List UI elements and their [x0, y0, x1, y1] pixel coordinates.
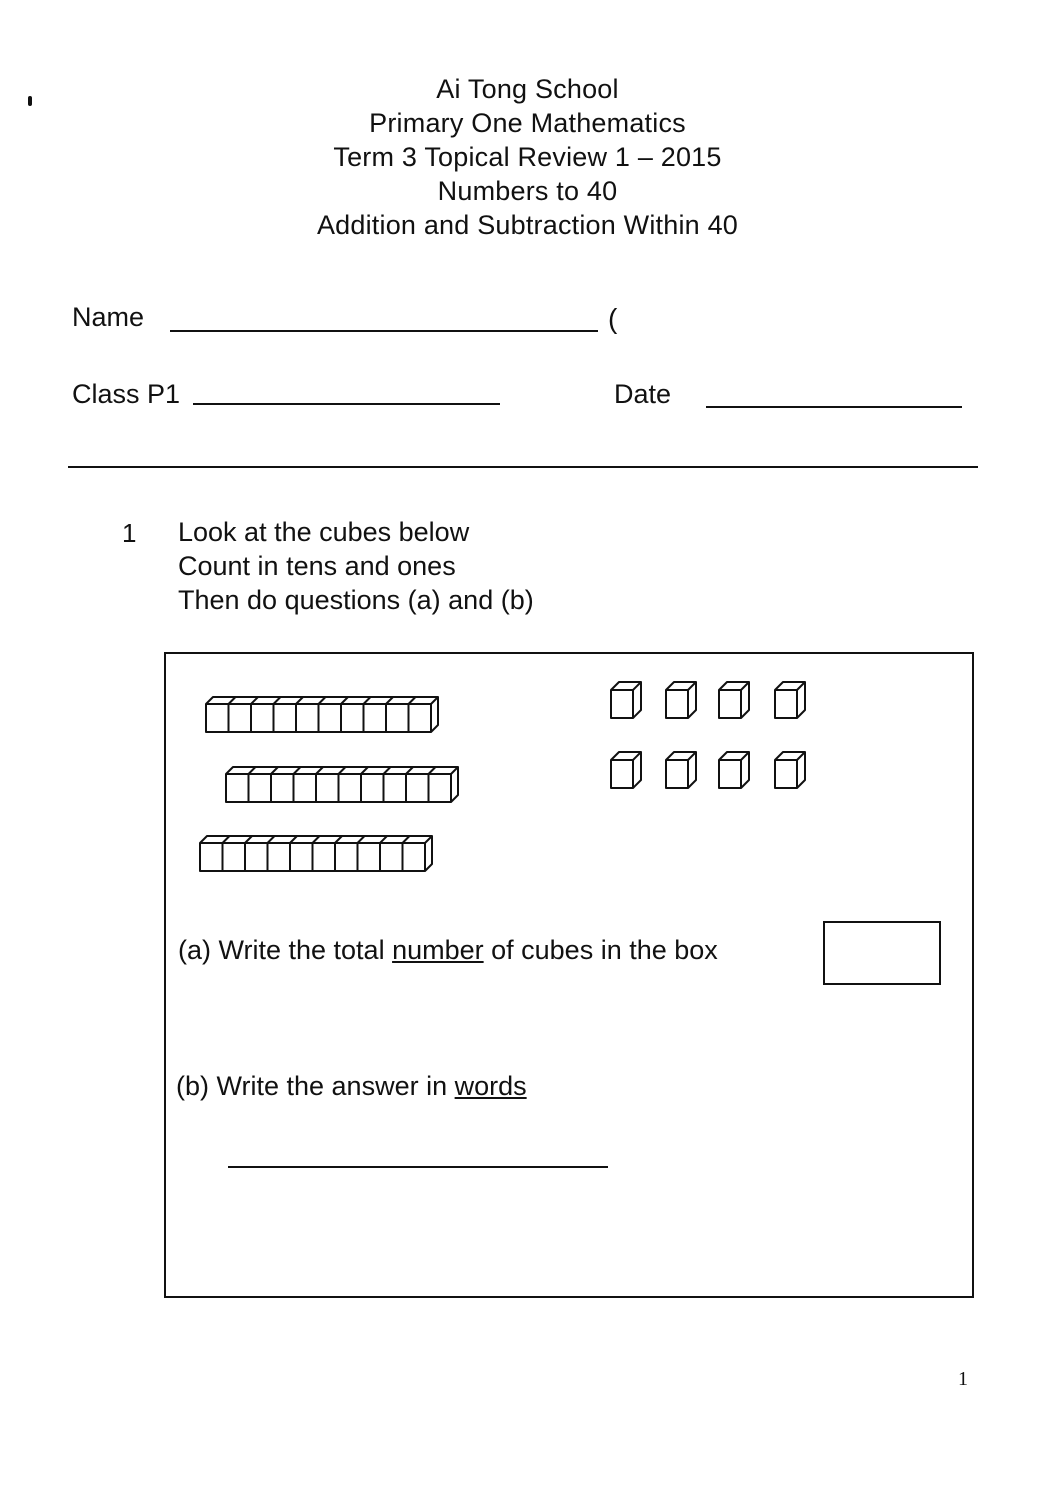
name-label: Name: [72, 302, 145, 332]
ten-rod: [226, 767, 458, 802]
part-a-prefix: (a) Write the total: [178, 935, 393, 965]
class-label: Class P1: [72, 379, 181, 409]
subject-title: Primary One Mathematics: [369, 108, 686, 138]
single-cube: [719, 682, 749, 718]
part-b-text: [176, 1070, 527, 1102]
instruction-line-3: Then do questions (a) and (b): [178, 585, 534, 615]
index-paren: (: [608, 303, 618, 334]
part-a-text: [178, 934, 718, 966]
part-b-prefix: (b) Write the answer in: [176, 1071, 455, 1101]
single-cube: [775, 682, 805, 718]
page-number: 1: [958, 1368, 968, 1390]
answer-box[interactable]: [823, 921, 941, 985]
single-cube: [719, 752, 749, 788]
ten-rod: [200, 836, 432, 871]
part-b-underlined: words: [454, 1071, 527, 1101]
date-label: Date: [614, 379, 672, 409]
single-cube: [775, 752, 805, 788]
instruction-line-2: Count in tens and ones: [178, 551, 456, 581]
question-number: 1: [122, 518, 137, 548]
ten-rod: [206, 697, 438, 732]
part-a-suffix: of cubes in the box: [483, 935, 718, 965]
topic-numbers: Numbers to 40: [437, 176, 618, 206]
school-name: Ai Tong School: [436, 74, 619, 104]
part-a-underlined: number: [392, 935, 484, 965]
single-cube: [611, 682, 641, 718]
term-title: Term 3 Topical Review 1 – 2015: [333, 142, 722, 172]
single-cube: [611, 752, 641, 788]
single-cube: [666, 752, 696, 788]
topic-add-sub: Addition and Subtraction Within 40: [316, 210, 739, 240]
instruction-line-1: Look at the cubes below: [178, 517, 470, 547]
answer-words-line[interactable]: [228, 1166, 608, 1168]
single-cube: [666, 682, 696, 718]
